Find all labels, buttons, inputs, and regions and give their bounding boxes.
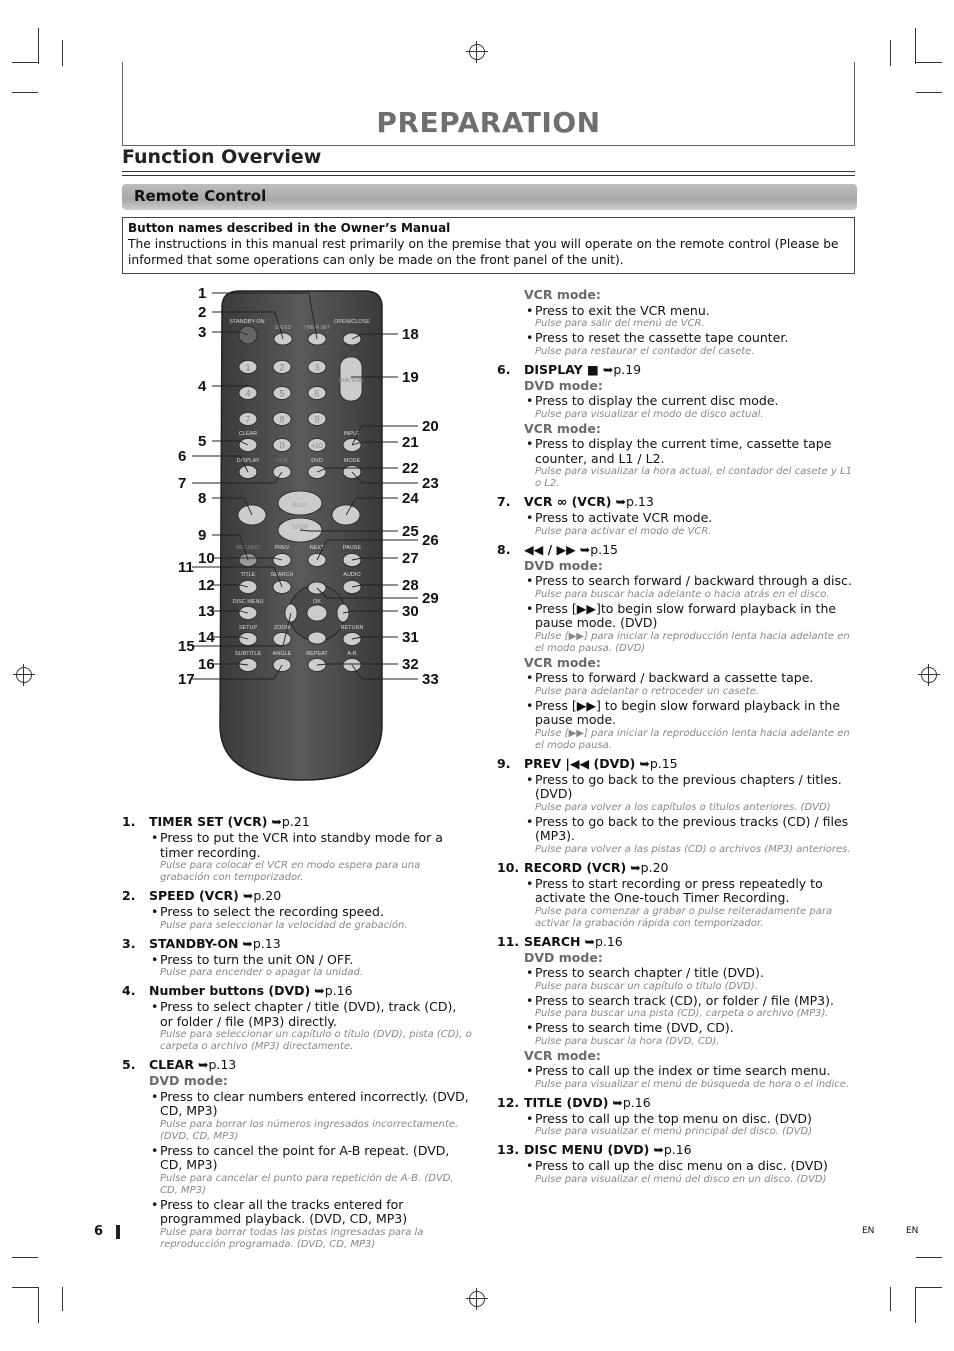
callout-number: 28 bbox=[402, 577, 419, 594]
bullet-text: • Press to activate VCR mode. bbox=[497, 511, 857, 526]
spanish-text: Pulse para buscar un capítulo o título (DVD). bbox=[535, 980, 758, 992]
ok-button bbox=[307, 605, 327, 621]
bullet-text: • Press to display the current disc mode. bbox=[497, 394, 857, 409]
note-text: The instructions in this manual rest primarily on the premise that you will operate on the remote control (Please be informed that some operations can only be made on the front panel of the unit). bbox=[128, 237, 839, 267]
item-title bbox=[497, 757, 857, 772]
function-item bbox=[497, 288, 857, 358]
page-ref: p.16 bbox=[663, 1142, 692, 1157]
crop-mark bbox=[38, 28, 39, 64]
mode-label: VCR mode: bbox=[524, 654, 601, 670]
crop-mark bbox=[916, 62, 942, 63]
mode-label: VCR mode: bbox=[524, 1047, 601, 1063]
mode-label: DVD mode: bbox=[524, 557, 603, 573]
callout-number: 10 bbox=[198, 550, 215, 567]
button-label: PLAY bbox=[292, 503, 308, 509]
button-label: PREV bbox=[274, 545, 290, 551]
spanish-text: Pulse para visualizar el menú principal del disco. (DVD) bbox=[535, 1126, 813, 1137]
button-label: INPUT bbox=[343, 431, 361, 437]
crop-mark bbox=[916, 1257, 942, 1258]
button-label: RETURN bbox=[340, 625, 364, 631]
spanish-text: Pulse para buscar la hora (DVD, CD). bbox=[535, 1035, 720, 1047]
item-number: 4. bbox=[122, 983, 136, 998]
mode-label: DVD mode: bbox=[149, 1073, 228, 1088]
item-title bbox=[497, 543, 857, 558]
mode-label: DVD mode: bbox=[524, 949, 603, 965]
button-label: PAUSE bbox=[342, 545, 362, 551]
button-label: NEXT bbox=[309, 545, 325, 551]
crop-mark bbox=[62, 1287, 63, 1311]
item-label: TIMER SET (VCR) bbox=[149, 814, 268, 829]
callout-number: 21 bbox=[402, 434, 419, 451]
spanish-text: Pulse para encender o apagar la unidad. bbox=[160, 967, 364, 978]
spanish-text: Pulse para seleccionar un capítulo o título (DVD), pista (CD), o carpeta o archivo (MP3) directamente. bbox=[160, 1029, 472, 1052]
item-title bbox=[497, 363, 857, 378]
function-item bbox=[497, 543, 857, 752]
page-title: PREPARATION bbox=[376, 106, 601, 139]
bullet-text: • Press to turn the unit ON / OFF. bbox=[122, 953, 472, 968]
item-label: RECORD (VCR) bbox=[524, 859, 627, 875]
function-item bbox=[122, 937, 472, 980]
callout-number: 19 bbox=[402, 369, 419, 386]
button-label: REPEAT bbox=[306, 651, 328, 657]
registration-mark-icon bbox=[16, 667, 32, 683]
button-label: 6 bbox=[314, 388, 320, 399]
crop-mark bbox=[890, 1287, 891, 1311]
page-ref: p.15 bbox=[590, 541, 619, 557]
button-label: ZOOM bbox=[273, 625, 291, 631]
page-ref: p.13 bbox=[208, 1057, 237, 1072]
spanish-text: Pulse para activar el modo de VCR. bbox=[535, 525, 712, 537]
crop-mark bbox=[38, 1287, 39, 1323]
item-number: 8. bbox=[497, 541, 511, 557]
bullet-text: • Press to exit the VCR menu. bbox=[497, 304, 857, 319]
callout-number: 16 bbox=[198, 656, 215, 673]
spanish-text: Pulse para buscar una pista (CD), carpeta o archivo (MP3). bbox=[535, 1008, 829, 1019]
bullet-text: • Press to go back to the previous tracks (CD) / files (MP3). bbox=[497, 815, 857, 844]
page-ref-arrow-icon: ➥ bbox=[598, 361, 614, 377]
button-label: OK bbox=[313, 599, 321, 605]
button-label: TIMER SET bbox=[303, 325, 331, 331]
item-title bbox=[122, 1058, 472, 1073]
button-label: 8 bbox=[279, 414, 285, 425]
callout-number: 23 bbox=[422, 475, 439, 492]
callout-number: 30 bbox=[402, 603, 419, 620]
remote-control-diagram bbox=[160, 285, 460, 810]
callout-number: 14 bbox=[198, 629, 215, 646]
item-label: TITLE (DVD) bbox=[524, 1094, 609, 1110]
function-item bbox=[122, 889, 472, 932]
registration-mark-icon bbox=[469, 1291, 485, 1307]
crop-mark bbox=[12, 1257, 38, 1258]
function-item bbox=[497, 757, 857, 856]
item-label: DISPLAY ■ bbox=[524, 361, 599, 377]
item-label: PREV |◀◀ (DVD) bbox=[524, 755, 636, 771]
callout-number: 17 bbox=[178, 671, 195, 688]
item-label: DISC MENU (DVD) bbox=[524, 1142, 650, 1157]
function-item bbox=[122, 984, 472, 1053]
button-label: SEARCH bbox=[270, 572, 294, 578]
function-item bbox=[122, 1058, 472, 1251]
callout-number: 3 bbox=[198, 324, 207, 341]
page-ref-arrow-icon: ➥ bbox=[580, 933, 595, 949]
callout-number: 29 bbox=[422, 590, 439, 607]
spanish-text: Pulse para visualizar el menú del disco en un disco. (DVD) bbox=[535, 1173, 827, 1185]
item-number: 9. bbox=[497, 755, 511, 771]
crop-mark bbox=[916, 92, 942, 93]
page-ref: p.20 bbox=[640, 859, 669, 875]
subsection-bar bbox=[122, 184, 857, 210]
note-box bbox=[122, 217, 855, 274]
bullet-text: • Press to call up the top menu on disc. (DVD) bbox=[497, 1112, 857, 1127]
item-number: 12. bbox=[497, 1094, 520, 1110]
spanish-text: Pulse para volver a los capítulos o títulos anteriores. (DVD) bbox=[535, 801, 831, 813]
item-title bbox=[497, 861, 857, 876]
spanish-text: Pulse para visualizar el modo de disco actual. bbox=[535, 408, 764, 420]
button-label: 5 bbox=[279, 388, 285, 399]
crop-mark bbox=[12, 62, 38, 63]
page-ref-arrow-icon: ➥ bbox=[611, 494, 626, 509]
button-label: SPEED bbox=[274, 325, 292, 331]
button-label: RECORD bbox=[236, 545, 260, 551]
item-label: Number buttons (DVD) bbox=[149, 983, 311, 998]
callout-number: 25 bbox=[402, 523, 419, 540]
item-number: 10. bbox=[497, 859, 520, 875]
spanish-text: Pulse para comenzar a grabar o pulse reiteradamente para activar la grabación rápida con temporizador. bbox=[535, 905, 833, 929]
left-column bbox=[122, 815, 472, 1256]
section-heading: Function Overview bbox=[122, 146, 322, 168]
callout-number: 2 bbox=[198, 304, 207, 321]
item-number: 13. bbox=[497, 1142, 520, 1157]
item-number: 2. bbox=[122, 888, 136, 903]
page-ref-arrow-icon: ➥ bbox=[238, 935, 253, 951]
button-label: 2 bbox=[279, 362, 285, 373]
bullet-text: • Press to forward / backward a cassette tape. bbox=[497, 671, 857, 686]
page-ref-arrow-icon: ➥ bbox=[635, 755, 650, 771]
note-heading: Button names described in the Owner’s Manual bbox=[128, 221, 451, 235]
page-ref: p.21 bbox=[281, 814, 310, 829]
callout-number: 31 bbox=[402, 629, 419, 646]
bullet-text: • Press to go back to the previous chapters / titles. (DVD) bbox=[497, 773, 857, 802]
page-number-bar bbox=[116, 1225, 120, 1239]
page-ref-arrow-icon: ➥ bbox=[238, 888, 254, 903]
button-label: MODE bbox=[343, 458, 361, 464]
crop-mark bbox=[916, 1287, 942, 1288]
bullet-text: • Press to search track (CD), or folder / file (MP3). bbox=[497, 994, 857, 1009]
button-label: 9 bbox=[314, 414, 320, 425]
callout-number: 11 bbox=[178, 559, 194, 576]
button-label: DISPLAY bbox=[236, 458, 260, 464]
callout-number: 9 bbox=[198, 527, 207, 544]
button-label: STOP bbox=[291, 525, 309, 531]
callout-number: 7 bbox=[178, 475, 187, 492]
bullet-text: • Press [▶▶]to begin slow forward playback in the pause mode. (DVD) bbox=[497, 602, 857, 631]
item-title bbox=[122, 815, 472, 830]
button-label: DVD bbox=[311, 458, 323, 464]
spanish-text: Pulse para cancelar el punto para repetición de A-B. (DVD, CD, MP3) bbox=[160, 1172, 454, 1196]
page-ref: p.13 bbox=[625, 494, 654, 509]
button-label: ANGLE bbox=[272, 651, 292, 657]
footer-language: EN bbox=[862, 1226, 875, 1236]
button-label: 3 bbox=[314, 362, 320, 373]
item-number: 3. bbox=[122, 935, 136, 951]
callout-number: 18 bbox=[402, 326, 419, 343]
callout-number: 13 bbox=[198, 603, 215, 620]
spanish-text: Pulse [▶▶] para iniciar la reproducción lenta hacia adelante en el modo pausa. bbox=[535, 727, 850, 751]
bullet-text: • Press to clear all the tracks entered for programmed playback. (DVD, CD, MP3) bbox=[122, 1198, 472, 1227]
button-label: AUDIO bbox=[343, 572, 361, 578]
spanish-text: Pulse [▶▶] para iniciar la reproducción lenta hacia adelante en el modo pausa. (DVD) bbox=[535, 630, 850, 654]
item-title bbox=[497, 1096, 857, 1111]
button-label: SETUP bbox=[238, 625, 258, 631]
item-number: 11. bbox=[497, 933, 520, 949]
button-label: 4 bbox=[245, 388, 251, 399]
crop-mark bbox=[62, 40, 63, 66]
spanish-text: Pulse para volver a las pistas (CD) o archivos (MP3) anteriores. bbox=[535, 843, 851, 855]
bullet-text: • Press to display the current time, cassette tape counter, and L1 / L2. bbox=[497, 437, 857, 466]
page-ref: p.20 bbox=[253, 888, 282, 903]
title-frame bbox=[122, 62, 855, 146]
button-label: CLEAR bbox=[238, 431, 258, 437]
item-title bbox=[497, 935, 857, 950]
callout-number: 32 bbox=[402, 656, 419, 673]
button-label: STANDBY-ON bbox=[229, 319, 265, 325]
bullet-text: • Press to reset the cassette tape counter. bbox=[497, 331, 857, 346]
callout-number: 33 bbox=[422, 671, 439, 688]
page-ref-arrow-icon: ➥ bbox=[575, 541, 591, 557]
page-number: 6 bbox=[94, 1224, 104, 1239]
button-label: TITLE bbox=[240, 572, 256, 578]
item-title bbox=[497, 1143, 857, 1158]
function-item bbox=[497, 935, 857, 1091]
page-ref-arrow-icon: ➥ bbox=[193, 1057, 209, 1072]
right-column bbox=[497, 287, 857, 1191]
page-ref: p.16 bbox=[324, 983, 353, 998]
item-label: VCR ∞ (VCR) bbox=[524, 494, 612, 509]
button-label: 1 bbox=[245, 362, 251, 373]
item-title bbox=[122, 984, 472, 999]
page-ref-arrow-icon: ➥ bbox=[310, 983, 325, 998]
page-ref: p.13 bbox=[252, 935, 281, 951]
button-label: 7 bbox=[245, 414, 251, 425]
callout-number: 8 bbox=[198, 490, 207, 507]
registration-mark-icon bbox=[921, 667, 937, 683]
button-label: SUBTITLE bbox=[234, 651, 262, 657]
spanish-text: Pulse para colocar el VCR en modo espera para una grabación con temporizador. bbox=[160, 860, 421, 883]
mode-label: VCR mode: bbox=[524, 287, 601, 302]
spanish-text: Pulse para adelantar o retroceder un casete. bbox=[535, 685, 760, 697]
bullet-text: • Press to select chapter / title (DVD), track (CD), or folder / file (MP3) directly. bbox=[122, 1000, 472, 1029]
item-title bbox=[122, 889, 472, 904]
spanish-text: Pulse para seleccionar la velocidad de grabación. bbox=[160, 919, 408, 931]
function-item bbox=[122, 815, 472, 884]
bullet-text: • Press to search chapter / title (DVD). bbox=[497, 966, 857, 981]
callout-number: 15 bbox=[178, 638, 195, 655]
crop-mark bbox=[12, 92, 38, 93]
item-label: SPEED (VCR) bbox=[149, 888, 239, 903]
button-label: TRACKING bbox=[338, 378, 364, 384]
callout-number: 4 bbox=[198, 378, 207, 395]
bullet-text: • Press to put the VCR into standby mode for a timer recording. bbox=[122, 831, 472, 860]
down-button bbox=[308, 632, 326, 644]
spanish-text: Pulse para visualizar el menú de búsqueda de hora o el índice. bbox=[535, 1078, 850, 1090]
crop-mark bbox=[890, 40, 891, 66]
crop-mark bbox=[915, 28, 916, 64]
bullet-text: • Press [▶▶] to begin slow forward playback in the pause mode. bbox=[497, 699, 857, 728]
button-label: DISC MENU bbox=[232, 599, 264, 605]
bullet-text: • Press to select the recording speed. bbox=[122, 905, 472, 920]
function-item bbox=[497, 1096, 857, 1139]
callout-number: 24 bbox=[402, 490, 419, 507]
callout-number: 12 bbox=[198, 577, 215, 594]
page-ref: p.16 bbox=[594, 933, 623, 949]
function-item bbox=[497, 495, 857, 538]
item-number: 7. bbox=[497, 494, 511, 509]
button-label: 0 bbox=[279, 440, 285, 451]
page-ref-arrow-icon: ➥ bbox=[267, 814, 282, 829]
item-number: 1. bbox=[122, 814, 136, 829]
page-ref-arrow-icon: ➥ bbox=[649, 1142, 664, 1157]
callout-number: 27 bbox=[402, 550, 419, 567]
callout-number: 26 bbox=[422, 532, 439, 549]
callout-number: 20 bbox=[422, 418, 439, 435]
spanish-text: Pulse para borrar los números ingresados incorrectamente. (DVD, CD, MP3) bbox=[160, 1118, 459, 1142]
bullet-text: • Press to call up the disc menu on a disc. (DVD) bbox=[497, 1159, 857, 1174]
page-ref: p.16 bbox=[622, 1094, 651, 1110]
bullet-text: • Press to start recording or press repeatedly to activate the One-touch Timer Recording. bbox=[497, 877, 857, 906]
button-label: VCR bbox=[276, 458, 288, 464]
crop-mark bbox=[915, 1287, 916, 1323]
callout-number: 22 bbox=[402, 460, 419, 477]
spanish-text: Pulse para borrar todas las pistas ingresadas para la reproducción programada. (DVD, CD, MP3) bbox=[160, 1226, 424, 1250]
item-number: 5. bbox=[122, 1057, 136, 1072]
spanish-text: Pulse para restaurar el contador del casete. bbox=[535, 345, 755, 357]
page-ref: p.19 bbox=[613, 361, 642, 377]
function-item bbox=[497, 861, 857, 930]
bullet-text: • Press to call up the index or time search menu. bbox=[497, 1064, 857, 1079]
subsection-heading: Remote Control bbox=[134, 187, 267, 205]
item-label: SEARCH bbox=[524, 933, 581, 949]
bullet-text: • Press to search time (DVD, CD). bbox=[497, 1021, 857, 1036]
divider bbox=[122, 171, 855, 172]
page-ref-arrow-icon: ➥ bbox=[608, 1094, 623, 1110]
item-label: STANDBY-ON bbox=[149, 935, 239, 951]
item-title bbox=[122, 937, 472, 952]
footer-language: EN bbox=[906, 1226, 919, 1236]
bullet-text: • Press to clear numbers entered incorrectly. (DVD, CD, MP3) bbox=[122, 1090, 472, 1119]
callout-number: 5 bbox=[198, 433, 207, 450]
page-ref: p.15 bbox=[649, 755, 678, 771]
spanish-text: Pulse para buscar hacia adelante o hacia atrás en el disco. bbox=[535, 588, 830, 600]
function-item bbox=[497, 363, 857, 491]
spanish-text: Pulse para salir del menú de VCR. bbox=[535, 318, 705, 329]
item-number: 6. bbox=[497, 361, 511, 377]
bullet-text: • Press to cancel the point for A-B repeat. (DVD, CD, MP3) bbox=[122, 1144, 472, 1173]
spanish-text: Pulse para visualizar la hora actual, el contador del casete y L1 o L2. bbox=[535, 466, 852, 489]
callout-number: 1 bbox=[198, 285, 207, 302]
divider bbox=[122, 175, 855, 176]
page-ref-arrow-icon: ➥ bbox=[626, 859, 641, 875]
crop-mark bbox=[12, 1287, 38, 1288]
callout-number: 6 bbox=[178, 448, 187, 465]
mode-label: DVD mode: bbox=[524, 377, 603, 393]
registration-mark-icon bbox=[469, 44, 485, 60]
button-label: A-B bbox=[347, 651, 357, 657]
button-label: +10 bbox=[311, 443, 323, 450]
bullet-text: • Press to search forward / backward through a disc. bbox=[497, 574, 857, 589]
item-label: CLEAR bbox=[149, 1057, 194, 1072]
item-title bbox=[497, 495, 857, 510]
item-label: ◀◀ / ▶▶ bbox=[524, 541, 576, 557]
mode-label: VCR mode: bbox=[524, 420, 601, 436]
zoom-button bbox=[273, 633, 291, 646]
button-label: OPEN/CLOSE bbox=[334, 319, 370, 325]
function-item bbox=[497, 1143, 857, 1186]
